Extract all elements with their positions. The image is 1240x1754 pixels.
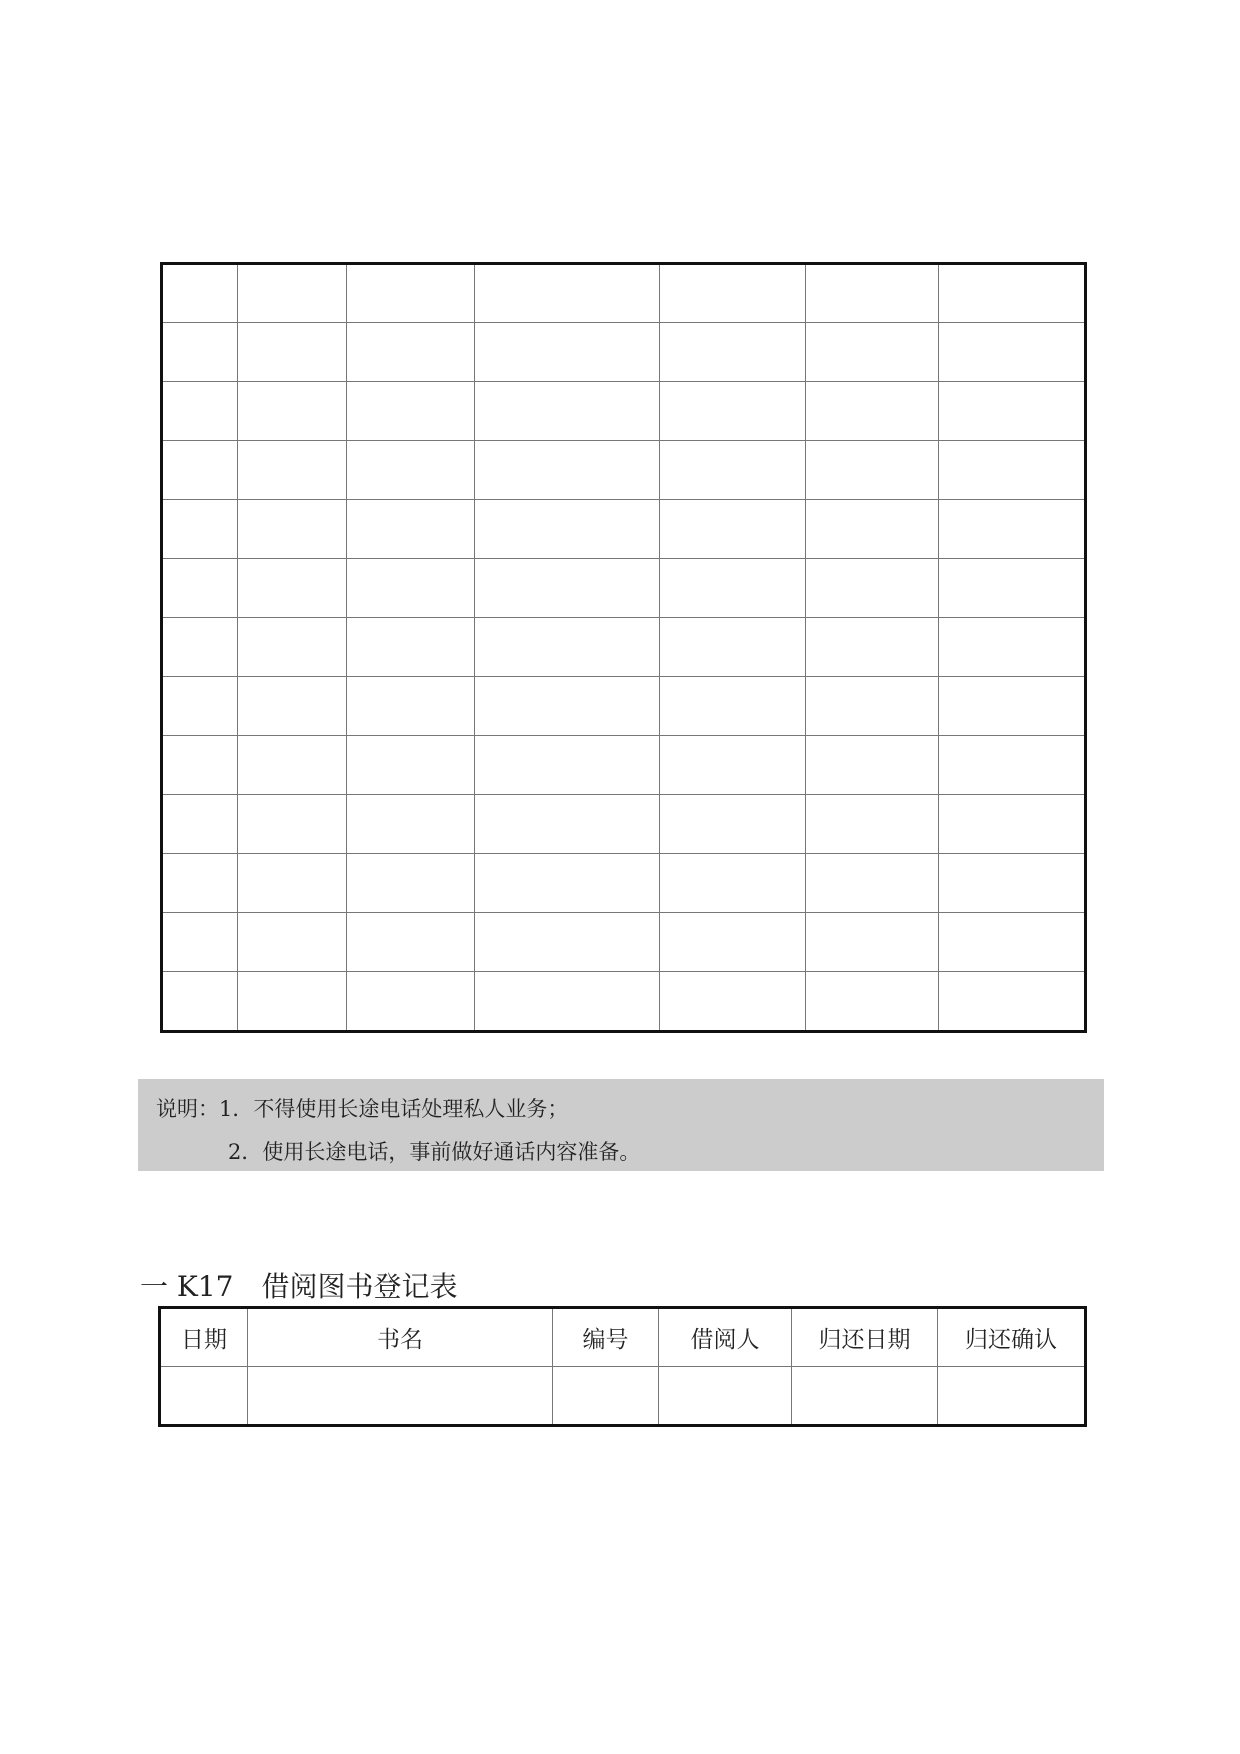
table-cell[interactable] — [475, 441, 660, 500]
table-cell[interactable] — [660, 323, 806, 382]
table-cell[interactable] — [475, 795, 660, 854]
table-cell[interactable] — [660, 618, 806, 677]
table-row — [162, 618, 1086, 677]
table-cell[interactable] — [806, 795, 939, 854]
table-cell[interactable] — [238, 854, 347, 913]
table-cell[interactable] — [238, 972, 347, 1032]
table-cell[interactable] — [939, 795, 1086, 854]
table-cell[interactable] — [939, 264, 1086, 323]
table-cell[interactable] — [660, 972, 806, 1032]
table-cell[interactable] — [347, 854, 475, 913]
notes-box — [138, 1079, 1104, 1171]
section-title — [140, 1265, 457, 1305]
table-cell[interactable] — [806, 677, 939, 736]
table-cell[interactable] — [660, 795, 806, 854]
table-cell[interactable] — [475, 677, 660, 736]
table-row — [162, 972, 1086, 1032]
table-cell[interactable] — [939, 441, 1086, 500]
table-cell[interactable] — [162, 854, 238, 913]
header-return-confirm: 归还确认 — [938, 1308, 1086, 1367]
table-cell[interactable] — [806, 854, 939, 913]
section-title-text: 借阅图书登记表 — [261, 1270, 458, 1303]
table-cell[interactable] — [162, 500, 238, 559]
table-cell[interactable] — [238, 736, 347, 795]
table-cell[interactable] — [162, 795, 238, 854]
table-cell[interactable] — [347, 323, 475, 382]
table-cell[interactable] — [939, 618, 1086, 677]
table-cell[interactable] — [347, 559, 475, 618]
table-cell[interactable] — [939, 854, 1086, 913]
table-cell[interactable] — [162, 559, 238, 618]
table-cell[interactable] — [939, 500, 1086, 559]
table-cell[interactable] — [660, 382, 806, 441]
table-cell[interactable] — [806, 618, 939, 677]
table-row — [162, 736, 1086, 795]
table-cell[interactable] — [475, 264, 660, 323]
table-cell[interactable] — [162, 972, 238, 1032]
table-cell[interactable] — [660, 264, 806, 323]
table-row — [162, 559, 1086, 618]
table-cell[interactable] — [475, 913, 660, 972]
table-cell[interactable] — [939, 913, 1086, 972]
table-cell[interactable] — [347, 913, 475, 972]
table-cell[interactable] — [238, 441, 347, 500]
table-cell[interactable] — [806, 323, 939, 382]
table-cell[interactable] — [162, 382, 238, 441]
table-cell[interactable] — [162, 913, 238, 972]
table-row — [162, 323, 1086, 382]
table-cell[interactable] — [806, 559, 939, 618]
table-cell[interactable] — [660, 441, 806, 500]
table-cell[interactable] — [238, 382, 347, 441]
header-borrower: 借阅人 — [659, 1308, 792, 1367]
table-cell[interactable] — [162, 736, 238, 795]
table-row — [162, 913, 1086, 972]
table-cell[interactable] — [238, 264, 347, 323]
table-cell[interactable] — [347, 795, 475, 854]
table-cell[interactable] — [475, 618, 660, 677]
table-cell[interactable] — [162, 677, 238, 736]
table-cell[interactable] — [792, 1367, 938, 1426]
table-row — [162, 382, 1086, 441]
table-cell[interactable] — [475, 382, 660, 441]
table-cell[interactable] — [160, 1367, 248, 1426]
table-row — [160, 1367, 1086, 1426]
table-cell[interactable] — [939, 736, 1086, 795]
table-cell[interactable] — [806, 500, 939, 559]
table-cell[interactable] — [659, 1367, 792, 1426]
table-cell[interactable] — [347, 441, 475, 500]
table-cell[interactable] — [238, 913, 347, 972]
table-cell[interactable] — [660, 736, 806, 795]
table-cell[interactable] — [238, 795, 347, 854]
note-line-2: 2．使用长途电话，事前做好通话内容准备。 — [228, 1140, 641, 1164]
table-cell[interactable] — [939, 972, 1086, 1032]
table-cell[interactable] — [938, 1367, 1086, 1426]
table-cell[interactable] — [806, 736, 939, 795]
table-cell[interactable] — [939, 559, 1086, 618]
table-cell[interactable] — [475, 972, 660, 1032]
table-cell[interactable] — [347, 500, 475, 559]
table-row — [162, 500, 1086, 559]
table-cell[interactable] — [238, 500, 347, 559]
table-cell[interactable] — [475, 559, 660, 618]
table-cell[interactable] — [248, 1367, 553, 1426]
table-cell[interactable] — [238, 559, 347, 618]
table-cell[interactable] — [238, 323, 347, 382]
table-cell[interactable] — [347, 382, 475, 441]
table-cell[interactable] — [347, 618, 475, 677]
table-cell[interactable] — [806, 382, 939, 441]
header-number: 编号 — [553, 1308, 659, 1367]
table-cell[interactable] — [347, 264, 475, 323]
table-cell[interactable] — [475, 500, 660, 559]
table-cell[interactable] — [939, 677, 1086, 736]
borrow-header-row — [160, 1308, 1086, 1367]
table-cell[interactable] — [660, 559, 806, 618]
header-book-title: 书名 — [248, 1308, 553, 1367]
table-row — [162, 795, 1086, 854]
table-cell[interactable] — [806, 972, 939, 1032]
table-cell[interactable] — [939, 382, 1086, 441]
table-cell[interactable] — [475, 736, 660, 795]
table-cell[interactable] — [475, 854, 660, 913]
table-cell[interactable] — [347, 736, 475, 795]
table-cell[interactable] — [162, 323, 238, 382]
table-cell[interactable] — [162, 441, 238, 500]
table-row — [162, 264, 1086, 323]
table-cell[interactable] — [806, 441, 939, 500]
table-cell[interactable] — [347, 972, 475, 1032]
table-cell[interactable] — [660, 500, 806, 559]
table-cell[interactable] — [660, 854, 806, 913]
table-row — [162, 677, 1086, 736]
header-return-date: 归还日期 — [792, 1308, 938, 1367]
table-cell[interactable] — [553, 1367, 659, 1426]
phone-log-table — [160, 262, 1087, 1033]
table-cell[interactable] — [806, 913, 939, 972]
table-cell[interactable] — [660, 913, 806, 972]
book-borrow-table — [158, 1306, 1087, 1427]
table-cell[interactable] — [475, 323, 660, 382]
table-cell[interactable] — [660, 677, 806, 736]
section-code: 一 K17 — [140, 1270, 234, 1303]
table-cell[interactable] — [939, 323, 1086, 382]
note-line-1: 说明：1．不得使用长途电话处理私人业务； — [156, 1097, 569, 1121]
table-cell[interactable] — [238, 677, 347, 736]
table-cell[interactable] — [806, 264, 939, 323]
table-cell[interactable] — [238, 618, 347, 677]
table-cell[interactable] — [162, 264, 238, 323]
table-row — [162, 441, 1086, 500]
table-row — [162, 854, 1086, 913]
table-cell[interactable] — [347, 677, 475, 736]
table-cell[interactable] — [162, 618, 238, 677]
header-date: 日期 — [160, 1308, 248, 1367]
